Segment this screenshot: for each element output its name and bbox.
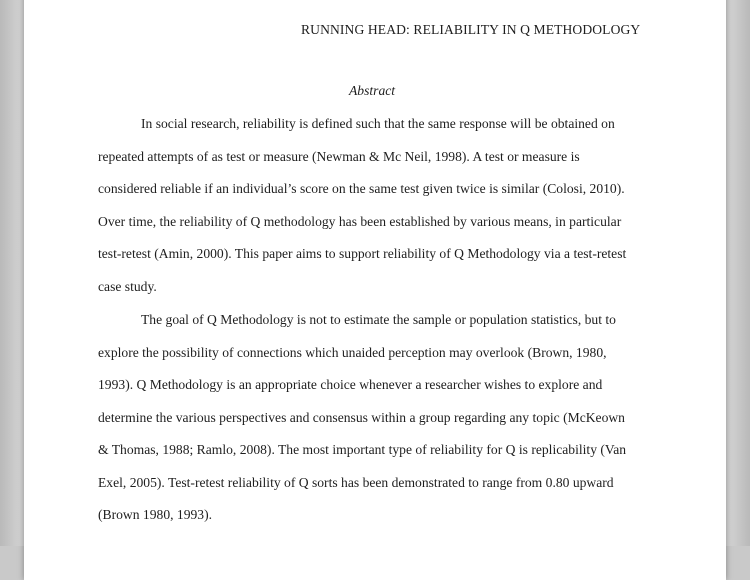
paragraph-1-line: In social research, reliability is defined such that the same response will be obtained on xyxy=(141,116,615,131)
paragraph-1-line: considered reliable if an individual’s score on the same test given twice is similar (Colosi, 2010). xyxy=(98,181,625,196)
paragraph-1-line: Over time, the reliability of Q methodology has been established by various means, in particular xyxy=(98,214,622,229)
paragraph-2-line: explore the possibility of connections which unaided perception may overlook (Brown, 1980, xyxy=(98,345,607,360)
paragraph-1-line: case study. xyxy=(98,279,157,294)
abstract-heading: Abstract xyxy=(349,83,396,98)
paragraph-2-line: Exel, 2005). Test-retest reliability of Q sorts has been demonstrated to range from 0.80 upward xyxy=(98,475,614,490)
document-page xyxy=(24,0,726,580)
running-head: RUNNING HEAD: RELIABILITY IN Q METHODOLOGY xyxy=(301,22,641,37)
paragraph-2-line: & Thomas, 1988; Ramlo, 2008). The most important type of reliability for Q is replicability (Van xyxy=(98,442,627,457)
paragraph-1-line: repeated attempts of as test or measure (Newman & Mc Neil, 1998). A test or measure is xyxy=(98,149,580,164)
paragraph-2-line: (Brown 1980, 1993). xyxy=(98,507,213,522)
paragraph-2-line: determine the various perspectives and consensus within a group regarding any topic (McKeown xyxy=(98,410,625,425)
paragraph-2-line: The goal of Q Methodology is not to estimate the sample or population statistics, but to xyxy=(141,312,616,327)
paragraph-1-line: test-retest (Amin, 2000). This paper aims to support reliability of Q Methodology via a test-retest xyxy=(98,246,627,261)
paragraph-2-line: 1993). Q Methodology is an appropriate choice whenever a researcher wishes to explore and xyxy=(98,377,603,392)
